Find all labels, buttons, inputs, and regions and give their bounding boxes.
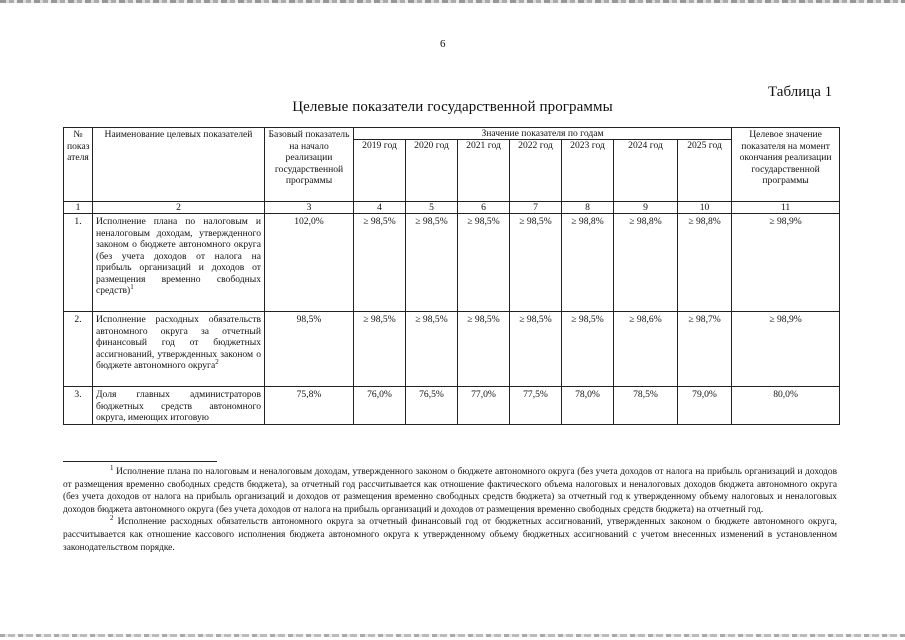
footnote-mark: 1 — [110, 463, 114, 472]
target-value: 80,0% — [732, 387, 840, 425]
column-number: 2 — [93, 202, 265, 214]
column-number: 9 — [614, 202, 678, 214]
header-target: Целевое значение показателя на момент окончания реализации государственной программы — [732, 128, 840, 202]
table-row — [64, 387, 840, 425]
value-2024: ≥ 98,6% — [614, 312, 678, 387]
value-2025: ≥ 98,7% — [678, 312, 732, 387]
value-2022: ≥ 98,5% — [510, 214, 562, 312]
column-number: 4 — [354, 202, 406, 214]
footnote-mark: 1 — [130, 282, 134, 291]
header-base: Базовый показатель на начало реализации государственной программы — [265, 128, 354, 202]
header-year-2023: 2023 год — [562, 140, 614, 202]
column-number: 10 — [678, 202, 732, 214]
header-year-2020: 2020 год — [406, 140, 458, 202]
base-value: 102,0% — [265, 214, 354, 312]
column-number: 5 — [406, 202, 458, 214]
row-number: 1. — [64, 214, 93, 312]
base-value: 98,5% — [265, 312, 354, 387]
footnote-mark: 2 — [110, 514, 114, 523]
column-number: 8 — [562, 202, 614, 214]
table-row — [64, 312, 840, 387]
value-2019: ≥ 98,5% — [354, 312, 406, 387]
indicator-name-text: Исполнение плана по налоговым и неналоговым доходам, утвержденного законом о бюджете автономного округа (без учета доходов от налога на прибыль организаций и доходов от размещения временно свободных средств) — [96, 216, 261, 296]
page-title: Целевые показатели государственной программы — [292, 99, 613, 115]
header-name: Наименование целевых показателей — [93, 128, 265, 202]
column-number: 7 — [510, 202, 562, 214]
column-numbers-row — [64, 202, 840, 214]
header-years-group: Значение показателя по годам — [354, 128, 732, 140]
value-2019: ≥ 98,5% — [354, 214, 406, 312]
footnote-1 — [63, 463, 837, 516]
header-year-2022: 2022 год — [510, 140, 562, 202]
target-value: ≥ 98,9% — [732, 312, 840, 387]
header-year-2021: 2021 год — [458, 140, 510, 202]
footnote-text: Исполнение плана по налоговым и неналоговым доходам, утвержденного законом о бюджете автономного округа (без учета доходов от налога на прибыль организаций и доходов от размещения временно свободных средств бюджета), за отчетный год рассчитывается как отношение фактического объема налоговых и неналоговых доходов бюджета автономного округа (без учета доходов от налога на прибыль организаций и доходов от размещения временно свободных средств бюджета) за отчетный год к утвержденному объему налоговых и неналоговых доходов бюджета автономного округа (без учета доходов от налога на прибыль организаций и доходов от размещения временно свободных средств бюджета) на отчетный год. — [63, 467, 837, 515]
value-2024: ≥ 98,8% — [614, 214, 678, 312]
table-label: Таблица 1 — [768, 84, 833, 100]
value-2022: 77,5% — [510, 387, 562, 425]
value-2021: ≥ 98,5% — [458, 214, 510, 312]
header-year-2024: 2024 год — [614, 140, 678, 202]
value-2021: 77,0% — [458, 387, 510, 425]
footnote-2 — [63, 516, 837, 554]
table-row — [64, 214, 840, 312]
value-2025: ≥ 98,8% — [678, 214, 732, 312]
scan-edge-bottom — [0, 634, 905, 637]
header-number: № показ ателя — [64, 128, 93, 202]
indicator-name-text: Исполнение расходных обязательств автономного округа за отчетный финансовый год от бюджетных ассигнований, утвержденных законом о бюджете автономного округа — [96, 314, 261, 371]
footnote-text: Исполнение расходных обязательств автономного округа за отчетный финансовый год от бюджетных ассигнований, утвержденных законом о бюджете автономного округа, рассчитывается как отношение кассового исполнения бюджета автономного округа к утвержденному объему бюджетных ассигнований с учетом внесенных изменений в установленном законодательством порядке. — [63, 517, 837, 553]
header-year-2025: 2025 год — [678, 140, 732, 202]
row-number: 3. — [64, 387, 93, 425]
page-number: 6 — [440, 38, 446, 50]
indicators-table — [63, 127, 840, 425]
indicator-name — [93, 387, 265, 425]
column-number: 3 — [265, 202, 354, 214]
row-number: 2. — [64, 312, 93, 387]
value-2023: 78,0% — [562, 387, 614, 425]
value-2020: ≥ 98,5% — [406, 214, 458, 312]
footnote-separator — [63, 461, 217, 462]
column-number: 6 — [458, 202, 510, 214]
indicator-name — [93, 312, 265, 387]
scan-edge-top — [0, 0, 905, 3]
value-2019: 76,0% — [354, 387, 406, 425]
value-2025: 79,0% — [678, 387, 732, 425]
value-2024: 78,5% — [614, 387, 678, 425]
column-number: 11 — [732, 202, 840, 214]
value-2021: ≥ 98,5% — [458, 312, 510, 387]
target-value: ≥ 98,9% — [732, 214, 840, 312]
column-number: 1 — [64, 202, 93, 214]
footnotes — [63, 463, 837, 554]
footnote-mark: 2 — [215, 357, 219, 366]
header-year-2019: 2019 год — [354, 140, 406, 202]
value-2023: ≥ 98,5% — [562, 312, 614, 387]
indicator-name — [93, 214, 265, 312]
value-2022: ≥ 98,5% — [510, 312, 562, 387]
indicator-name-text: Доля главных администраторов бюджетных средств автономного округа, имеющих итоговую — [96, 389, 261, 423]
value-2020: 76,5% — [406, 387, 458, 425]
base-value: 75,8% — [265, 387, 354, 425]
value-2020: ≥ 98,5% — [406, 312, 458, 387]
value-2023: ≥ 98,8% — [562, 214, 614, 312]
